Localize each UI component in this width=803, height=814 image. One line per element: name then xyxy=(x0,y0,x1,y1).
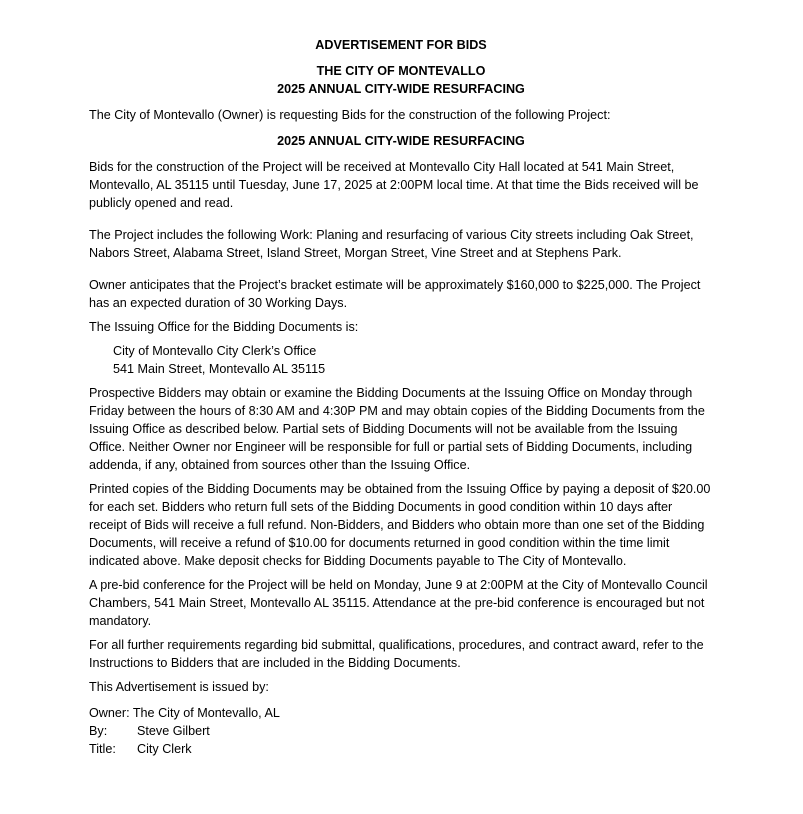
further-requirements-paragraph: For all further requirements regarding bid submittal, qualifications, procedures, and contract award, refer to the Instructions to Bidders that are included in the Bidding Documents. xyxy=(89,638,704,670)
owner-line: Owner: The City of Montevallo, AL xyxy=(89,706,280,720)
project-heading: 2025 ANNUAL CITY-WIDE RESURFACING xyxy=(277,82,525,96)
city-name: THE CITY OF MONTEVALLO xyxy=(316,64,486,78)
by-label: By: xyxy=(89,724,108,738)
work-paragraph: The Project includes the following Work: Planing and resurfacing of various City streets including Oak Street, Nabors Street, Alabama Street, Island Street, Morgan Street, Vine Street and at Stephens Park. xyxy=(89,228,694,260)
prebid-conference-paragraph: A pre-bid conference for the Project will be held on Monday, June 9 at 2:00PM at the City of Montevallo Council Chambers, 541 Main Street, Montevallo AL 35115. Attendance at the pre-bid conference is encouraged but not mandatory. xyxy=(89,578,708,628)
title-value: City Clerk xyxy=(137,742,192,756)
issuing-office-intro: The Issuing Office for the Bidding Documents is: xyxy=(89,320,359,334)
issuing-office-name: City of Montevallo City Clerk’s Office xyxy=(113,344,317,358)
issuing-office-address xyxy=(113,342,713,378)
by-line xyxy=(89,722,713,740)
document-heading: ADVERTISEMENT FOR BIDS xyxy=(315,38,487,52)
signature-block xyxy=(89,704,713,758)
bids-received-paragraph: Bids for the construction of the Project will be received at Montevallo City Hall located at 541 Main Street, Montevallo, AL 35115 until Tuesday, June 17, 2025 at 2:00PM local time. At that time the Bids received will be publicly opened and read. xyxy=(89,160,699,210)
intro-paragraph: The City of Montevallo (Owner) is requesting Bids for the construction of the following Project: xyxy=(89,108,611,122)
printed-copies-paragraph: Printed copies of the Bidding Documents may be obtained from the Issuing Office by paying a deposit of $20.00 for each set. Bidders who return full sets of the Bidding Documents in good condition within 10 days after receipt of Bids will receive a full refund. Non-Bidders, and Bidders who obtain more than one set of the Bidding Documents, will receive a refund of $10.00 for documents returned in good condition within the time limit indicated above. Make deposit checks for Bidding Documents payable to The City of Montevallo. xyxy=(89,482,711,568)
issued-by-paragraph: This Advertisement is issued by: xyxy=(89,680,269,694)
by-value: Steve Gilbert xyxy=(137,724,210,738)
prospective-bidders-paragraph: Prospective Bidders may obtain or examine the Bidding Documents at the Issuing Office on Monday through Friday between the hours of 8:30 AM and 4:30P PM and may obtain copies of the Bidding Documents from the Issuing Office as described below. Partial sets of Bidding Documents will not be available from the Issuing Office. Neither Owner nor Engineer will be responsible for full or partial sets of Bidding Documents, including addenda, if any, obtained from sources other than the Issuing Office. xyxy=(89,386,705,472)
title-line xyxy=(89,740,713,758)
issuing-office-street: 541 Main Street, Montevallo AL 35115 xyxy=(113,362,326,376)
estimate-paragraph: Owner anticipates that the Project’s bracket estimate will be approximately $160,000 to $225,000. The Project has an expected duration of 30 Working Days. xyxy=(89,278,701,310)
title-label: Title: xyxy=(89,742,116,756)
project-title: 2025 ANNUAL CITY-WIDE RESURFACING xyxy=(277,134,525,148)
document xyxy=(89,36,713,758)
